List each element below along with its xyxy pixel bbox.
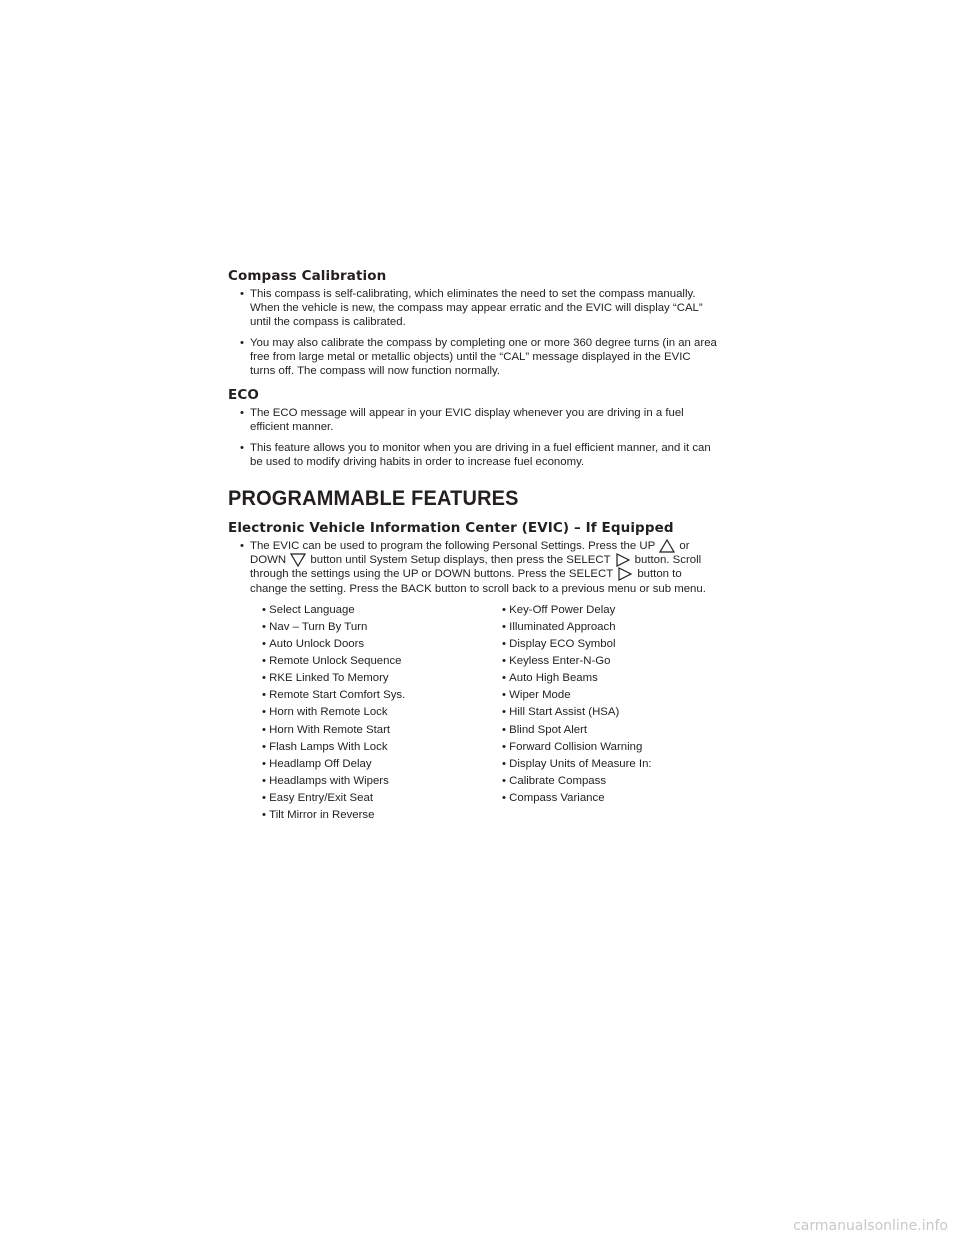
features-left-column xyxy=(262,602,502,824)
evic-intro-text-3: button until System Setup displays, then press the SELECT xyxy=(310,554,611,567)
compass-bullet-list xyxy=(228,287,718,378)
feature-item: • Auto Unlock Doors xyxy=(262,636,502,653)
feature-item: • Nav – Turn By Turn xyxy=(262,619,502,636)
evic-intro-text-5: button to change the setting. Press the BACK button to scroll back to a previous menu or sub menu. xyxy=(250,568,706,595)
page-content xyxy=(228,266,718,824)
eco-heading: ECO xyxy=(228,387,259,404)
compass-bullet-2: • You may also calibrate the compass by completing one or more 360 degree turns (in an area free from large metal or metallic objects) until the “CAL” message displayed in the EVIC turns off. The compass will now function normally. xyxy=(240,336,718,379)
feature-item: • Headlamp Off Delay xyxy=(262,756,502,773)
feature-item: • Blind Spot Alert xyxy=(502,722,692,739)
feature-item: • Keyless Enter-N-Go xyxy=(502,653,692,670)
feature-item: • Compass Variance xyxy=(502,790,692,807)
feature-item: • Remote Start Comfort Sys. xyxy=(262,687,502,704)
feature-item: • Remote Unlock Sequence xyxy=(262,653,502,670)
watermark: carmanualsonline.info xyxy=(793,1218,948,1234)
feature-item: • Key-Off Power Delay xyxy=(502,602,692,619)
evic-intro-paragraph xyxy=(240,539,718,596)
feature-item: • Calibrate Compass xyxy=(502,773,692,790)
feature-item: • Horn With Remote Start xyxy=(262,722,502,739)
evic-heading: Electronic Vehicle Information Center (EVIC) – If Equipped xyxy=(228,520,674,537)
programmable-features-list xyxy=(262,602,692,824)
up-arrow-icon xyxy=(659,539,675,553)
programmable-features-title: PROGRAMMABLE FEATURES xyxy=(228,487,519,511)
evic-intro-text-2: or DOWN xyxy=(250,540,690,567)
feature-item: • Tilt Mirror in Reverse xyxy=(262,807,502,824)
down-arrow-icon xyxy=(290,553,306,567)
eco-bullet-list xyxy=(228,406,718,469)
feature-item: • Headlamps with Wipers xyxy=(262,773,502,790)
eco-bullet-2: • This feature allows you to monitor when you are driving in a fuel efficient manner, and it can be used to modify driving habits in order to increase fuel economy. xyxy=(240,441,718,469)
feature-item: • Display Units of Measure In: xyxy=(502,756,692,773)
feature-item: • RKE Linked To Memory xyxy=(262,670,502,687)
feature-item: • Forward Collision Warning xyxy=(502,739,692,756)
feature-item: • Display ECO Symbol xyxy=(502,636,692,653)
feature-item: • Illuminated Approach xyxy=(502,619,692,636)
feature-item: • Select Language xyxy=(262,602,502,619)
evic-intro-text-4: button. Scroll through the settings using the UP or DOWN buttons. Press the SELECT xyxy=(250,554,702,581)
select-arrow-icon xyxy=(617,567,633,581)
feature-item: • Hill Start Assist (HSA) xyxy=(502,704,692,721)
evic-intro-text-1: The EVIC can be used to program the following Personal Settings. Press the UP xyxy=(250,540,656,553)
compass-bullet-1: • This compass is self-calibrating, which eliminates the need to set the compass manually. When the vehicle is new, the compass may appear erratic and the EVIC will display “CAL” until the compass is calibrated. xyxy=(240,287,718,330)
features-right-column xyxy=(502,602,692,824)
compass-calibration-heading: Compass Calibration xyxy=(228,268,387,284)
eco-bullet-1: • The ECO message will appear in your EVIC display whenever you are driving in a fuel efficient manner. xyxy=(240,406,718,434)
feature-item: • Flash Lamps With Lock xyxy=(262,739,502,756)
feature-item: • Horn with Remote Lock xyxy=(262,704,502,721)
feature-item: • Easy Entry/Exit Seat xyxy=(262,790,502,807)
feature-item: • Wiper Mode xyxy=(502,687,692,704)
evic-bullet-list xyxy=(228,539,718,596)
select-arrow-icon xyxy=(615,553,631,567)
feature-item: • Auto High Beams xyxy=(502,670,692,687)
